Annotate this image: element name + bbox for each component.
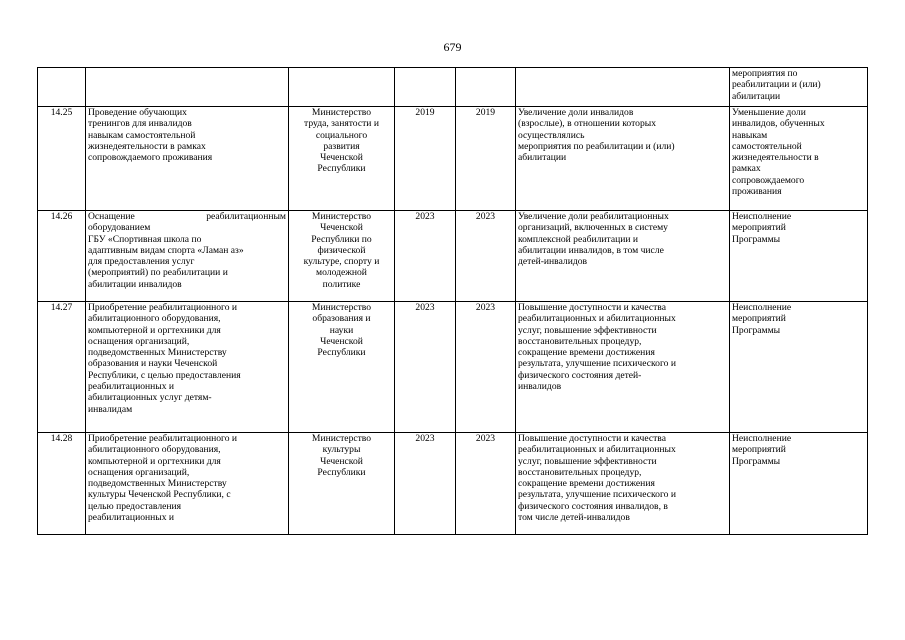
cell-name: Приобретение реабилитационного и абилитационного оборудования, компьютерной и оргтехники для оснащения организаций, подведомственных Министерству образования и науки Чеченской Республики, с целью предоставления реабилитационных и абилитационных услуг детям- инвалидам bbox=[86, 302, 289, 433]
table-row bbox=[38, 68, 868, 107]
cell-end: 2023 bbox=[456, 302, 516, 433]
cell-executor: Министерство образования и науки Чеченской Республики bbox=[289, 302, 395, 433]
table-row bbox=[38, 302, 868, 433]
program-measures-table bbox=[37, 67, 868, 535]
cell-result: Увеличение доли инвалидов (взрослые), в отношении которых осуществлялись мероприятия по реабилитации и (или) абилитации bbox=[516, 107, 730, 211]
table-row bbox=[38, 107, 868, 211]
cell-consequence: Уменьшение доли инвалидов, обученных навыкам самостоятельной жизнедеятельности в рамках сопровождаемого проживания bbox=[730, 107, 868, 211]
name-second-word: реабилитационным bbox=[206, 211, 286, 222]
cell-executor: Министерство труда, занятости и социального развития Чеченской Республики bbox=[289, 107, 395, 211]
cell-result: Повышение доступности и качества реабилитационных и абилитационных услуг, повышение эффективности восстановительных процедур, сокращение времени достижения результата, улучшение психического и физического состояния детей- инвалидов bbox=[516, 302, 730, 433]
name-first-line bbox=[88, 211, 286, 222]
table-row bbox=[38, 433, 868, 535]
cell-name bbox=[86, 68, 289, 107]
cell-start: 2023 bbox=[395, 211, 456, 302]
cell-end: 2019 bbox=[456, 107, 516, 211]
cell-consequence: Неисполнение мероприятий Программы bbox=[730, 211, 868, 302]
cell-result: Повышение доступности и качества реабилитационных и абилитационных услуг, повышение эффективности восстановительных процедур, сокращение времени достижения результата, улучшение психического и физического состояния инвалидов, в том числе детей-инвалидов bbox=[516, 433, 730, 535]
cell-result bbox=[516, 68, 730, 107]
cell-executor: Министерство Чеченской Республики по физической культуре, спорту и молодежной политике bbox=[289, 211, 395, 302]
cell-name bbox=[86, 211, 289, 302]
cell-name: Приобретение реабилитационного и абилитационного оборудования, компьютерной и оргтехники для оснащения организаций, подведомственных Министерству культуры Чеченской Республики, с целью предоставления реабилитационных и bbox=[86, 433, 289, 535]
cell-consequence: Неисполнение мероприятий Программы bbox=[730, 302, 868, 433]
cell-name: Проведение обучающих тренингов для инвалидов навыкам самостоятельной жизнедеятельности в рамках сопровождаемого проживания bbox=[86, 107, 289, 211]
cell-executor bbox=[289, 68, 395, 107]
cell-num bbox=[38, 68, 86, 107]
cell-num: 14.26 bbox=[38, 211, 86, 302]
page-number: 679 bbox=[443, 40, 462, 54]
cell-start: 2023 bbox=[395, 302, 456, 433]
cell-end bbox=[456, 68, 516, 107]
cell-start bbox=[395, 68, 456, 107]
cell-num: 14.28 bbox=[38, 433, 86, 535]
table-row bbox=[38, 211, 868, 302]
cell-end: 2023 bbox=[456, 433, 516, 535]
cell-num: 14.27 bbox=[38, 302, 86, 433]
cell-executor: Министерство культуры Чеченской Республики bbox=[289, 433, 395, 535]
cell-consequence: Неисполнение мероприятий Программы bbox=[730, 433, 868, 535]
cell-num: 14.25 bbox=[38, 107, 86, 211]
name-first-word: Оснащение bbox=[88, 211, 135, 222]
cell-start: 2019 bbox=[395, 107, 456, 211]
cell-result: Увеличение доли реабилитационных организаций, включенных в систему комплексной реабилитации и абилитации инвалидов, в том числе детей-инвалидов bbox=[516, 211, 730, 302]
cell-start: 2023 bbox=[395, 433, 456, 535]
name-rest: оборудованием ГБУ «Спортивная школа по адаптивным видам спорта «Ламан аз» для предоставления услуг (мероприятий) по реабилитации и абилитации инвалидов bbox=[88, 222, 244, 290]
cell-consequence: мероприятия по реабилитации и (или) абилитации bbox=[730, 68, 868, 107]
cell-end: 2023 bbox=[456, 211, 516, 302]
